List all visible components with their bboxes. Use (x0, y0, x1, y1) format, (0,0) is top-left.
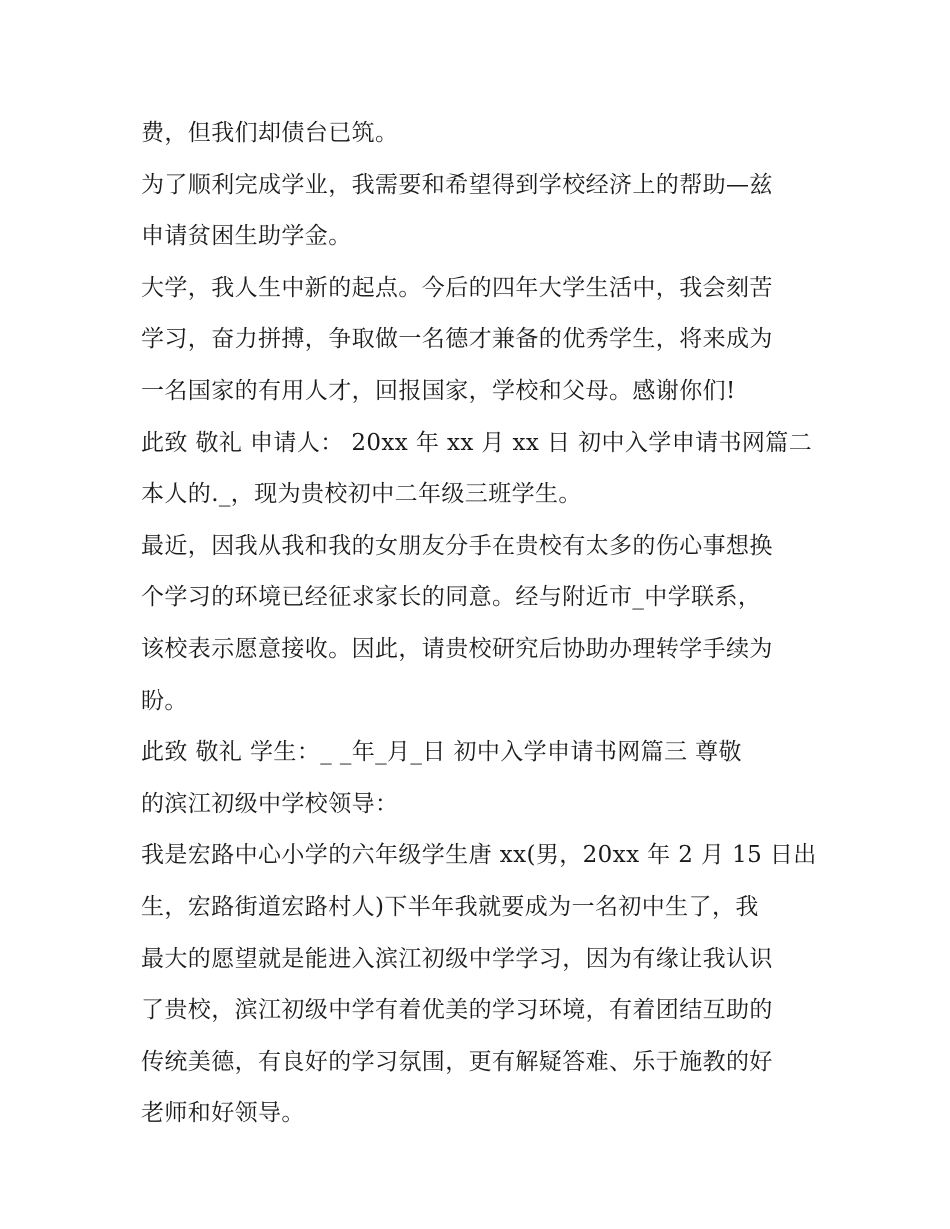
text-line: 申请贫困生助学金。 (141, 223, 352, 250)
text-line: 盼。 (141, 687, 188, 714)
text-line: 该校表示愿意接收。因此，请贵校研究后协助办理转学手续为 (141, 635, 773, 662)
text-line: 了贵校，滨江初级中学有着优美的学习环境，有着团结互助的 (141, 997, 773, 1024)
text-line: 一名国家的有用人才，回报国家，学校和父母。感谢你们! (141, 377, 736, 404)
text-line: 最大的愿望就是能进入滨江初级中学学习，因为有缘让我认识 (141, 945, 773, 972)
text-line: 此致 敬礼 学生：_ _年_月_日 初中入学申请书网篇三 尊敬 (141, 739, 742, 766)
text-line: 的滨江初级中学校领导： (141, 790, 399, 817)
document-body (141, 108, 817, 1140)
text-line: 个学习的环境已经征求家长的同意。经与附近市_中学联系， (141, 584, 762, 611)
text-line: 传统美德，有良好的学习氛围，更有解疑答难、乐于施教的好 (141, 1048, 773, 1075)
text-line: 我是宏路中心小学的六年级学生唐 xx(男，20xx 年 2 月 15 日出 (141, 842, 817, 869)
text-line: 本人的._，现为贵校初中二年级三班学生。 (141, 481, 582, 508)
text-line: 老师和好领导。 (141, 1100, 305, 1127)
text-line: 生，宏路街道宏路村人)下半年我就要成为一名初中生了，我 (141, 893, 759, 920)
text-line: 此致 敬礼 申请人： 20xx 年 xx 月 xx 日 初中入学申请书网篇二 (141, 429, 813, 456)
text-line: 学习，奋力拼搏，争取做一名德才兼备的优秀学生，将来成为 (141, 326, 773, 353)
text-line: 大学，我人生中新的起点。今后的四年大学生活中，我会刻苦 (141, 274, 773, 301)
text-line: 为了顺利完成学业，我需要和希望得到学校经济上的帮助—兹 (141, 171, 773, 198)
text-line: 最近，因我从我和我的女朋友分手在贵校有太多的伤心事想换 (141, 532, 773, 559)
text-line: 费，但我们却债台已筑。 (141, 120, 399, 146)
